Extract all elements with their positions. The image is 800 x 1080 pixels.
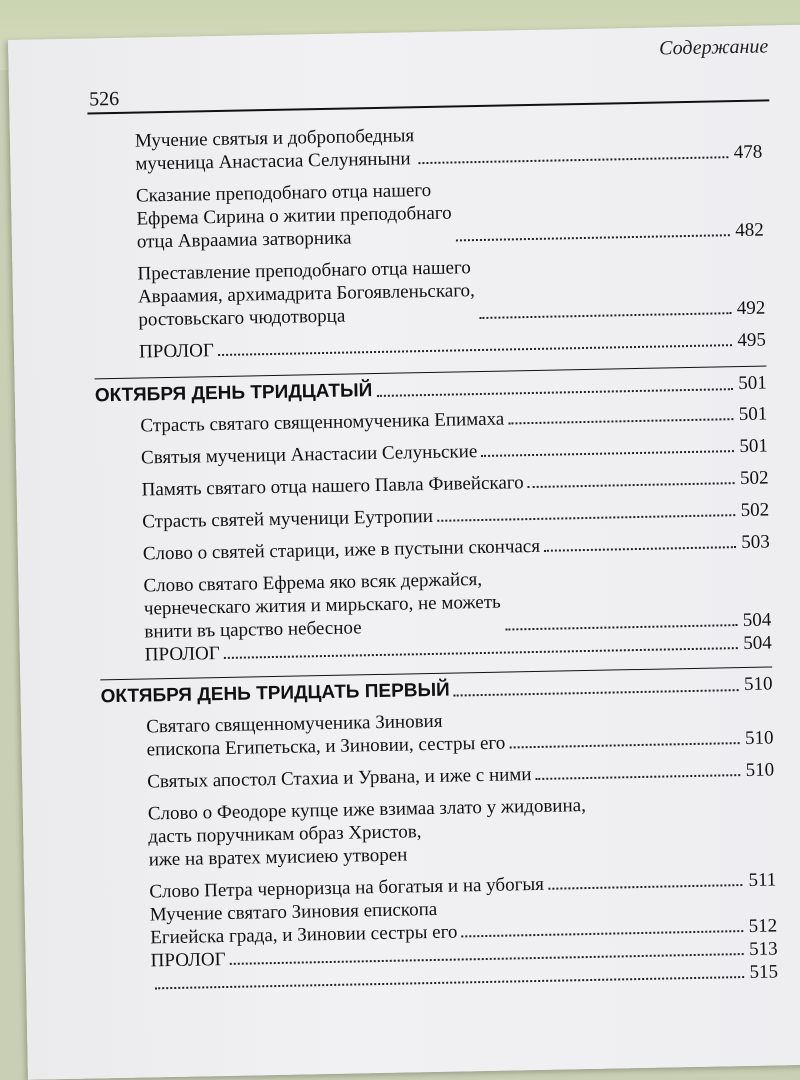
book-page: [8, 25, 800, 1080]
toc-entry[interactable]: [92, 251, 765, 333]
toc-entry-title: Мучение святыя и добропобедныя мученица Анастасиа Селуняныни: [134, 125, 415, 175]
toc-entry-title: Память святаго отца нашего Павла Фивейскаго: [141, 472, 524, 501]
toc-entry-page: 512: [748, 915, 778, 937]
toc-entry-page: 504: [742, 609, 772, 631]
toc-entry-page: 502: [739, 467, 769, 490]
dot-leader: [155, 976, 743, 989]
toc-entry-page: 478: [733, 141, 763, 164]
toc-section-heading[interactable]: [100, 666, 772, 710]
toc-entry-page: 513: [748, 938, 778, 960]
dot-leader: [536, 774, 740, 780]
toc-entry-title: Мучение святаго Зиновия епископа Егиейска града, и Зиновии сестры его: [149, 898, 458, 949]
toc-entry-title: Святыя мученици Анастасии Селуньские: [140, 441, 478, 469]
toc-entry-title: Слово о Феодоре купце иже взимаа злато у жидовина, дасть поручникам образ Христов, иже на вратех муисиею утворен: [147, 795, 587, 871]
dot-leader: [376, 388, 732, 397]
toc-entry[interactable]: [97, 498, 769, 534]
toc-entry-title: Сказание преподобнаго отца нашего Ефрема Сирина о житии преподобнаго отца Авраамиа затворника: [135, 179, 452, 253]
dot-leader: [218, 344, 732, 356]
toc-entry[interactable]: [103, 790, 776, 872]
toc-entry[interactable]: [98, 562, 771, 644]
dot-leader: [548, 884, 743, 890]
toc-entry[interactable]: [90, 118, 763, 177]
dot-leader: [508, 418, 733, 424]
toc-entry-page: 501: [738, 403, 768, 426]
toc-entry[interactable]: [91, 173, 764, 255]
toc-entry[interactable]: [98, 530, 770, 566]
toc-entry-page: 495: [737, 329, 767, 352]
toc-entry-title: ПРОЛОГ: [150, 948, 226, 972]
section-page: 501: [738, 372, 767, 395]
dot-leader: [479, 312, 731, 319]
toc-entry[interactable]: [95, 402, 767, 438]
toc-entry[interactable]: [94, 329, 766, 365]
toc-entry-title: Святаго священномученика Зиновия епископа Египетьска, и Зиновии, сестры его: [146, 710, 506, 761]
section-page: 510: [743, 673, 773, 695]
toc-entry[interactable]: [101, 703, 774, 762]
toc-entry-title: ПРОЛОГ: [144, 643, 220, 666]
toc-entry-page: 492: [736, 297, 766, 320]
toc-entry-title: Слово святаго Ефрема яко всяк держайся, чернеческаго жития и мирьскаго, не можеть внити въ царство небесное: [143, 569, 501, 643]
toc-entry-title: Святых апостол Стахиа и Урвана, и иже с ними: [147, 764, 532, 793]
running-title: Содержание: [658, 35, 769, 60]
toc-entry[interactable]: [102, 758, 774, 794]
section-title: ОКТЯБРЯ ДЕНЬ ТРИДЦАТЫЙ: [94, 380, 373, 407]
toc-entry-title: Преставление преподобнаго отца нашего Авраамия, архимадрита Богоявленьскаго, ростовьскаго чюдотворца: [137, 257, 476, 331]
toc-entry-page: 504: [743, 632, 772, 654]
dot-leader: [528, 482, 734, 488]
toc-entry-page: 482: [735, 219, 764, 242]
dot-leader: [419, 156, 728, 164]
toc-entry-page: 515: [749, 961, 779, 983]
toc-entry-page: 501: [739, 435, 769, 458]
toc-entry[interactable]: [96, 466, 768, 502]
toc-entry-page: 502: [740, 499, 770, 522]
toc-entry-title: Страсть святей мученици Еутропии: [142, 505, 434, 533]
toc-entry-title: Слово о святей старици, иже в пустыни скончася: [142, 535, 541, 565]
dot-leader: [509, 742, 739, 748]
page-number: 526: [88, 87, 120, 111]
toc-entry-page: 510: [744, 727, 774, 749]
toc-entry-page: 503: [741, 531, 770, 554]
header-rule: [87, 99, 769, 114]
toc-entry-title: Слово Петра черноризца на богатыя и на убогыя: [149, 873, 545, 903]
toc-entry-page: 511: [748, 869, 777, 891]
toc-entry[interactable]: [96, 434, 768, 470]
dot-leader: [224, 647, 738, 659]
dot-leader: [454, 689, 738, 696]
table-of-contents: [90, 118, 779, 997]
toc-entry-page: 510: [745, 759, 775, 781]
dot-leader: [544, 546, 735, 552]
page-header: [8, 35, 769, 120]
dot-leader: [505, 624, 737, 630]
dot-leader: [481, 450, 733, 457]
dot-leader: [456, 234, 729, 241]
toc-section-heading[interactable]: [95, 366, 767, 410]
toc-entry-title: Страсть святаго священномученика Епимаха: [140, 408, 505, 437]
dot-leader: [437, 514, 735, 522]
toc-entry-title: ПРОЛОГ: [138, 340, 215, 363]
section-title: ОКТЯБРЯ ДЕНЬ ТРИДЦАТЬ ПЕРВЫЙ: [100, 679, 450, 708]
dot-leader: [461, 930, 742, 937]
